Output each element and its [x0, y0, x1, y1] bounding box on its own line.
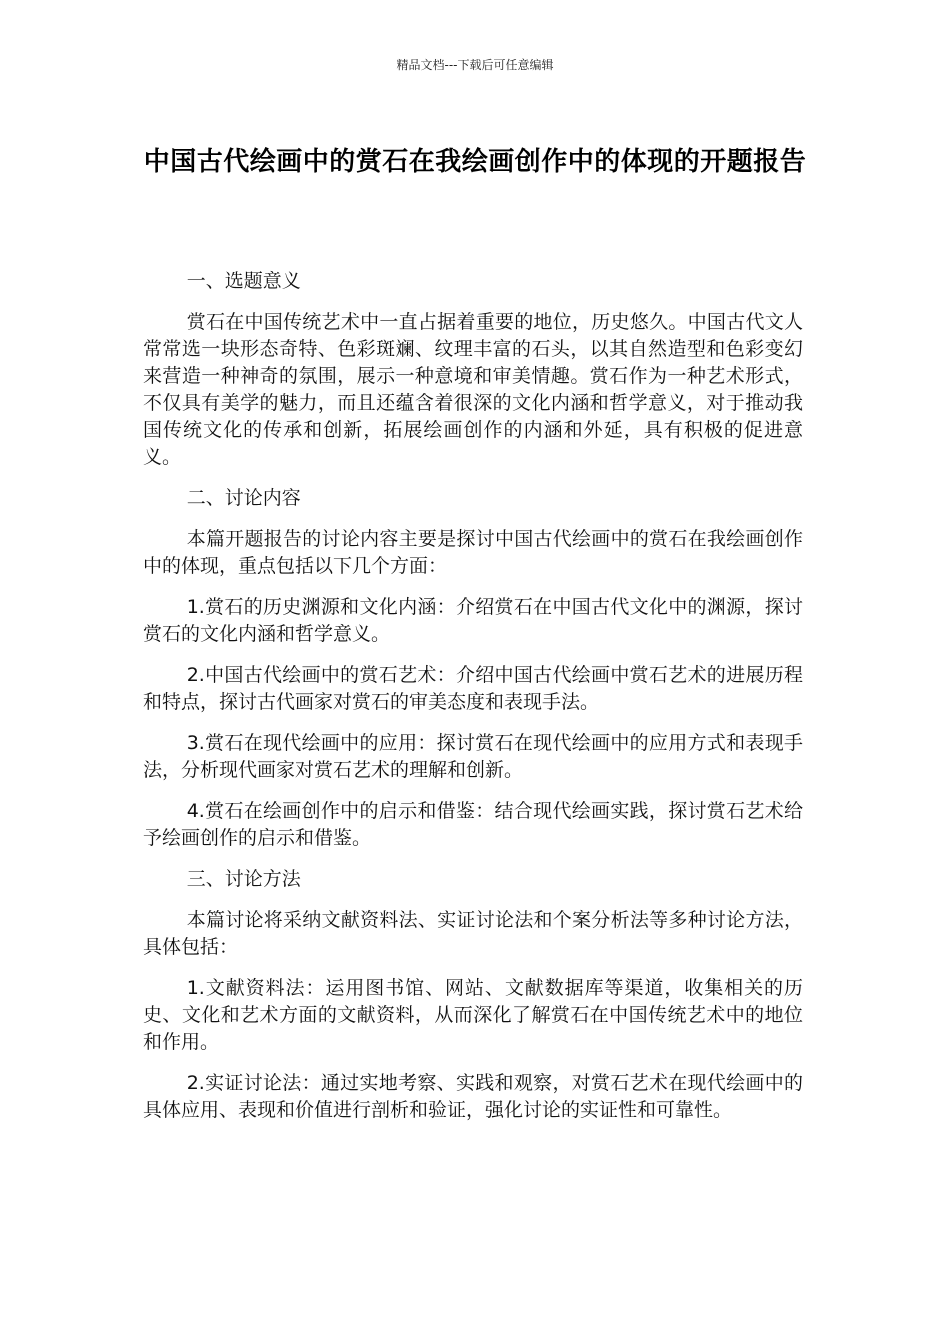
- paragraph: 赏石在中国传统艺术中一直占据着重要的地位，历史悠久。中国古代文人常常选一块形态奇特、色彩斑斓、纹理丰富的石头，以其自然造型和色彩变幻来营造一种神奇的氛围，展示一种意境和审美情趣。赏石作为一种艺术形式，不仅具有美学的魅力，而且还蕴含着很深的文化内涵和哲学意义，对于推动我国传统文化的传承和创新，拓展绘画创作的内涵和外延，具有积极的促进意义。: [143, 311, 803, 468]
- document-title: 中国古代绘画中的赏石在我绘画创作中的体现的开题报告: [143, 147, 807, 177]
- list-item: 3.赏石在现代绘画中的应用：探讨赏石在现代绘画中的应用方式和表现手法，分析现代画家对赏石艺术的理解和创新。: [143, 732, 803, 781]
- list-item: 2.中国古代绘画中的赏石艺术：介绍中国古代绘画中赏石艺术的进展历程和特点，探讨古代画家对赏石的审美态度和表现手法。: [143, 664, 803, 713]
- list-item: 2.实证讨论法：通过实地考察、实践和观察，对赏石艺术在现代绘画中的具体应用、表现和价值进行剖析和验证，强化讨论的实证性和可靠性。: [143, 1072, 803, 1121]
- list-item: 4.赏石在绘画创作中的启示和借鉴：结合现代绘画实践，探讨赏石艺术给予绘画创作的启示和借鉴。: [143, 800, 803, 849]
- list-item: 1.赏石的历史渊源和文化内涵：介绍赏石在中国古代文化中的渊源，探讨赏石的文化内涵和哲学意义。: [143, 596, 803, 645]
- section-heading-significance: 一、选题意义: [186, 270, 301, 292]
- paragraph: 本篇开题报告的讨论内容主要是探讨中国古代绘画中的赏石在我绘画创作中的体现，重点包括以下几个方面：: [143, 528, 803, 577]
- section-heading-content: 二、讨论内容: [186, 487, 301, 509]
- paragraph: 本篇讨论将采纳文献资料法、实证讨论法和个案分析法等多种讨论方法，具体包括：: [143, 909, 803, 958]
- list-item: 1.文献资料法：运用图书馆、网站、文献数据库等渠道，收集相关的历史、文化和艺术方面的文献资料，从而深化了解赏石在中国传统艺术中的地位和作用。: [143, 977, 803, 1053]
- header-note: 精品文档---下载后可任意编辑: [396, 58, 554, 72]
- document-body: [143, 268, 803, 1138]
- section-heading-methods: 三、讨论方法: [186, 868, 301, 890]
